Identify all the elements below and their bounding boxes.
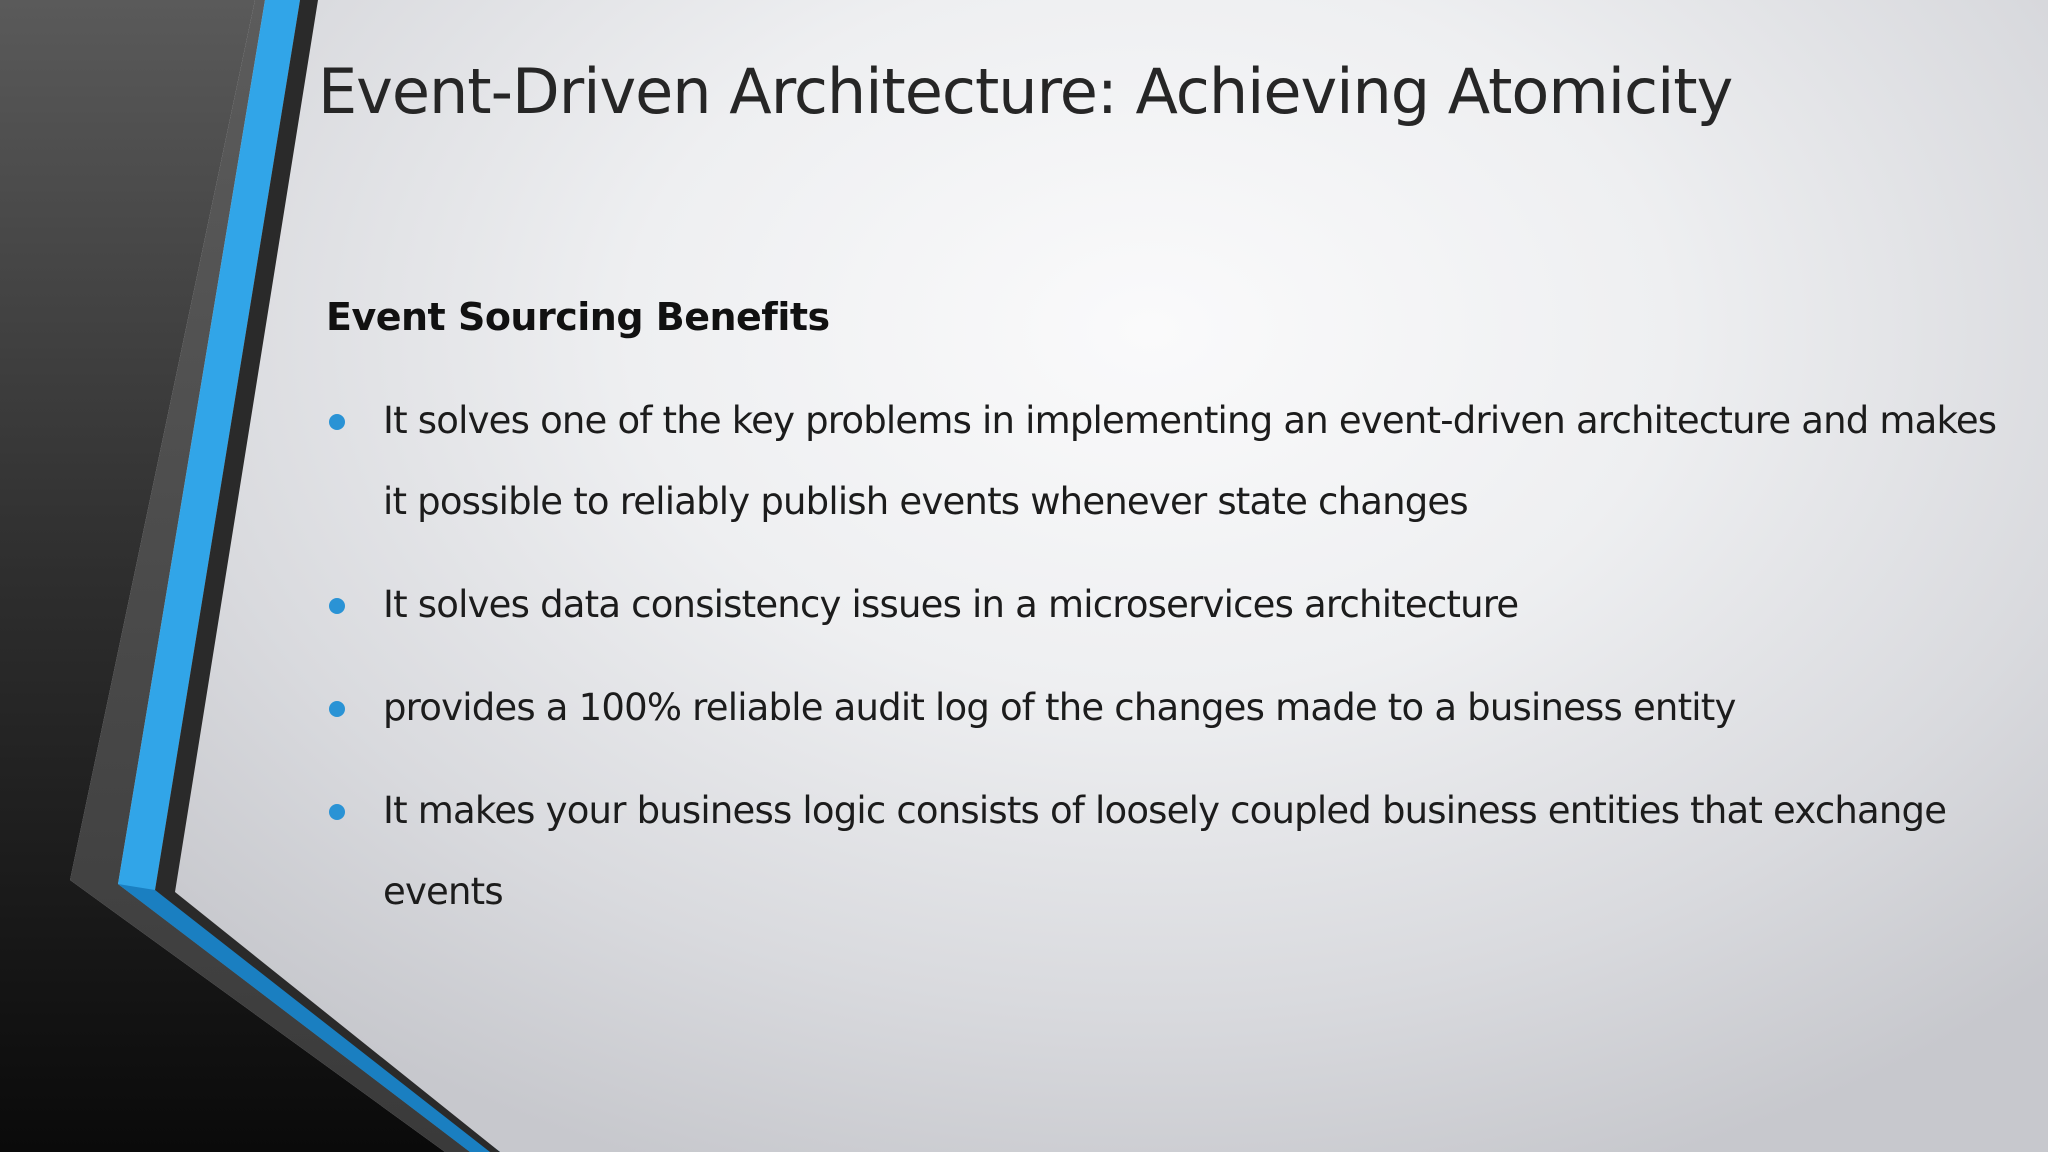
bullet-dot-icon bbox=[329, 701, 345, 717]
bullet-item bbox=[326, 770, 2026, 932]
bullet-item bbox=[326, 564, 2026, 645]
bullet-text: It solves one of the key problems in implementing an event-driven architecture and makes it possible to reliably publish events whenever state changes bbox=[383, 399, 1997, 523]
section-heading: Event Sourcing Benefits bbox=[326, 295, 830, 339]
bullet-dot-icon bbox=[329, 414, 345, 430]
bullet-list bbox=[326, 380, 2026, 954]
bullet-item bbox=[326, 667, 2026, 748]
bullet-text: provides a 100% reliable audit log of the changes made to a business entity bbox=[383, 686, 1736, 729]
bullet-dot-icon bbox=[329, 598, 345, 614]
slide-title: Event-Driven Architecture: Achieving Atomicity bbox=[318, 55, 1733, 128]
bullet-dot-icon bbox=[329, 804, 345, 820]
bullet-item bbox=[326, 380, 2026, 542]
bullet-text: It makes your business logic consists of loosely coupled business entities that exchange events bbox=[383, 789, 1947, 913]
bullet-text: It solves data consistency issues in a microservices architecture bbox=[383, 583, 1519, 626]
